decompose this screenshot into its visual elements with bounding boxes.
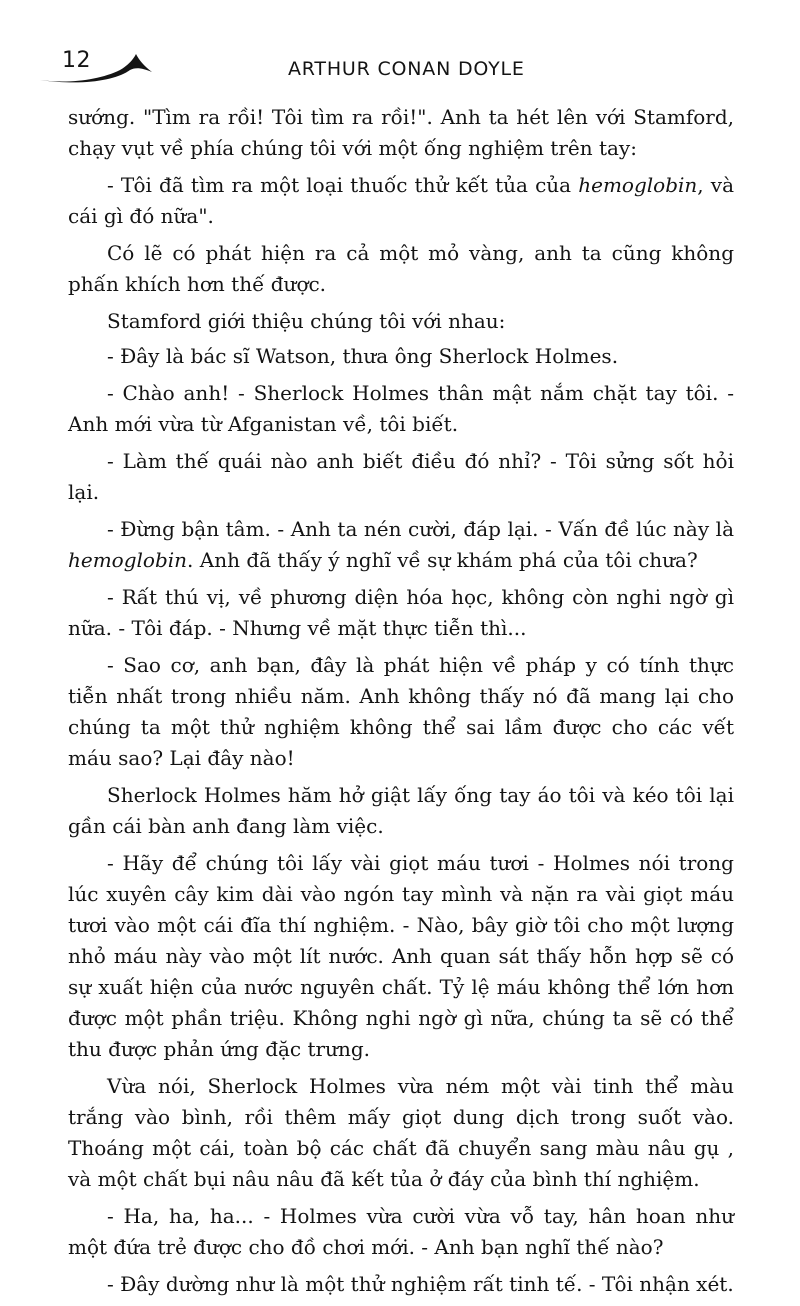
paragraph (68, 514, 734, 576)
text-run: - Ha, ha, ha... - Holmes vừa cười vừa vỗ tay, hân hoan như một đứa trẻ được cho đồ chơi mới. - Anh bạn nghĩ thế nào? (68, 1204, 734, 1259)
text-run: sướng. "Tìm ra rồi! Tôi tìm ra rồi!". Anh ta hét lên với Stamford, chạy vụt về phía chúng tôi với một ống nghiệm trên tay: (68, 105, 734, 160)
text-run: , và cái gì đó nữa". (68, 173, 735, 228)
paragraph (68, 582, 734, 644)
text-run: - Chào anh! - Sherlock Holmes thân mật nắm chặt tay tôi. - Anh mới vừa từ Afganistan về, tôi biết. (68, 381, 734, 436)
text-run: - Sao cơ, anh bạn, đây là phát hiện về pháp y có tính thực tiễn nhất trong nhiều năm. Anh không thấy nó đã mang lại cho chúng ta một thử nghiệm không thể sai lầm được cho các vết máu sao? Lại đây nào! (68, 653, 734, 770)
running-title: ARTHUR CONAN DOYLE (288, 58, 525, 80)
text-run: - Hãy để chúng tôi lấy vài giọt máu tươi - Holmes nói trong lúc xuyên cây kim dài vào ngón tay mình và nặn ra vài giọt máu tươi vào một cái đĩa thí nghiệm. - Nào, bây giờ tôi cho một lượng nhỏ máu này vào một lít nước. Anh quan sát thấy hỗn hợp sẽ có sự xuất hiện của nước nguyên chất. Tỷ lệ máu không thể lớn hơn được một phần triệu. Không nghi ngờ gì nữa, chúng ta sẽ có thể thu được phản ứng đặc trưng. (68, 851, 734, 1061)
paragraph (68, 848, 734, 1065)
text-run: Sherlock Holmes hăm hở giật lấy ống tay áo tôi và kéo tôi lại gần cái bàn anh đang làm việc. (68, 783, 734, 838)
page-number: 12 (62, 48, 91, 73)
paragraph (68, 102, 734, 164)
text-run: - Đây là bác sĩ Watson, thưa ông Sherlock Holmes. (107, 344, 619, 368)
paragraph (68, 170, 734, 232)
text-run: - Đừng bận tâm. - Anh ta nén cười, đáp lại. - Vấn đề lúc này là (107, 517, 734, 541)
paragraph (68, 780, 734, 842)
text-run: - Tôi đã tìm ra một loại thuốc thử kết tủa của (107, 173, 579, 197)
text-run: Stamford giới thiệu chúng tôi với nhau: (107, 309, 506, 333)
italic-term: hemoglobin (68, 548, 188, 572)
text-run: - Đây dường như là một thử nghiệm rất tinh tế. - Tôi nhận xét. (107, 1272, 734, 1296)
paragraph (68, 1201, 734, 1263)
text-run: - Làm thế quái nào anh biết điều đó nhỉ? - Tôi sửng sốt hỏi lại. (68, 449, 734, 504)
paragraph (68, 238, 734, 300)
paragraph (68, 650, 734, 774)
italic-term: hemoglobin (578, 173, 698, 197)
paragraph (68, 341, 734, 372)
text-run: Vừa nói, Sherlock Holmes vừa ném một vài tinh thể màu trắng vào bình, rồi thêm mấy giọt dung dịch trong suốt vào. Thoáng một cái, toàn bộ các chất đã chuyển sang màu nâu gụ , và một chất bụi nâu nâu đã kết tủa ở đáy của bình thí nghiệm. (68, 1074, 734, 1191)
page-header (0, 0, 800, 100)
paragraph (68, 378, 734, 440)
paragraph (68, 1269, 734, 1300)
text-run: . Anh đã thấy ý nghĩ về sự khám phá của tôi chưa? (187, 548, 698, 572)
text-run: Có lẽ có phát hiện ra cả một mỏ vàng, anh ta cũng không phấn khích hơn thế được. (68, 241, 734, 296)
text-run: - Rất thú vị, về phương diện hóa học, không còn nghi ngờ gì nữa. - Tôi đáp. - Nhưng về mặt thực tiễn thì... (68, 585, 734, 640)
swoosh-flourish-icon (38, 50, 154, 84)
paragraph (68, 446, 734, 508)
body-text (68, 102, 734, 1306)
paragraph (68, 1071, 734, 1195)
paragraph (68, 306, 734, 337)
